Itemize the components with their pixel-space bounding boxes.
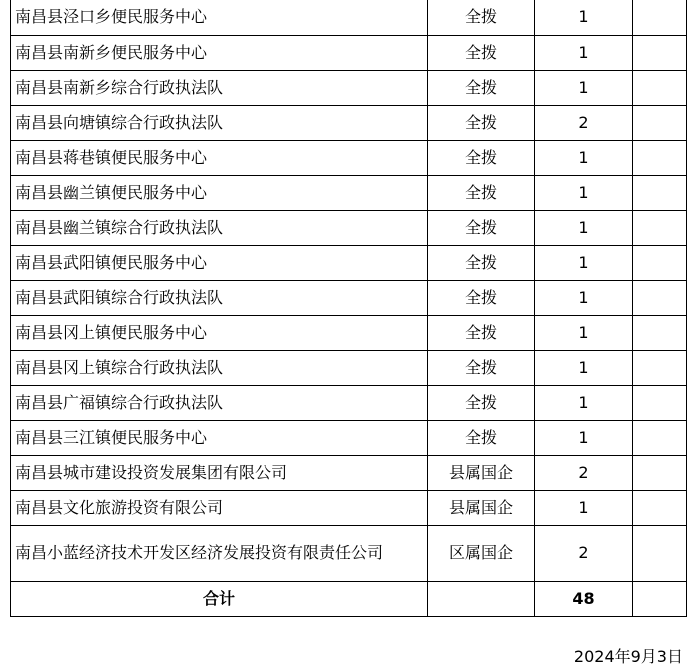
unit-name: 南昌县广福镇综合行政执法队: [11, 385, 428, 420]
funding-type: 全拨: [428, 420, 535, 455]
position-count: 1: [535, 385, 633, 420]
table-row: [11, 0, 687, 35]
remarks-cell: [633, 525, 687, 581]
table-row: [11, 385, 687, 420]
funding-type: 全拨: [428, 35, 535, 70]
remarks-cell: [633, 280, 687, 315]
position-count: 1: [535, 490, 633, 525]
position-count: 1: [535, 0, 633, 35]
table-row: [11, 490, 687, 525]
funding-type: 县属国企: [428, 455, 535, 490]
unit-name: 南昌县南新乡综合行政执法队: [11, 70, 428, 105]
unit-name: 南昌县武阳镇便民服务中心: [11, 245, 428, 280]
total-type-cell: [428, 581, 535, 616]
total-label: 合计: [11, 581, 428, 616]
funding-type: 区属国企: [428, 525, 535, 581]
table-row: [11, 525, 687, 581]
position-count: 1: [535, 350, 633, 385]
funding-type: 全拨: [428, 315, 535, 350]
table-body: [11, 0, 687, 616]
remarks-cell: [633, 350, 687, 385]
table-row: [11, 175, 687, 210]
table-row: [11, 420, 687, 455]
unit-name: 南昌县三江镇便民服务中心: [11, 420, 428, 455]
remarks-cell: [633, 0, 687, 35]
unit-name: 南昌县城市建设投资发展集团有限公司: [11, 455, 428, 490]
funding-type: 全拨: [428, 210, 535, 245]
remarks-cell: [633, 105, 687, 140]
funding-type: 全拨: [428, 140, 535, 175]
unit-name: 南昌县蒋巷镇便民服务中心: [11, 140, 428, 175]
unit-name: 南昌县幽兰镇便民服务中心: [11, 175, 428, 210]
table-row: [11, 350, 687, 385]
funding-type: 全拨: [428, 280, 535, 315]
table-row: [11, 70, 687, 105]
position-count: 1: [535, 420, 633, 455]
total-row: [11, 581, 687, 616]
funding-type: 全拨: [428, 175, 535, 210]
unit-name: 南昌县冈上镇便民服务中心: [11, 315, 428, 350]
remarks-cell: [633, 385, 687, 420]
funding-type: 全拨: [428, 350, 535, 385]
unit-name: 南昌县武阳镇综合行政执法队: [11, 280, 428, 315]
document-date: 2024年9月3日: [573, 647, 683, 666]
positions-table: [10, 0, 687, 617]
position-count: 2: [535, 525, 633, 581]
remarks-cell: [633, 210, 687, 245]
unit-name: 南昌县南新乡便民服务中心: [11, 35, 428, 70]
remarks-cell: [633, 140, 687, 175]
position-count: 1: [535, 280, 633, 315]
position-count: 1: [535, 315, 633, 350]
position-count: 1: [535, 210, 633, 245]
unit-name: 南昌小蓝经济技术开发区经济发展投资有限责任公司: [11, 525, 428, 581]
funding-type: 全拨: [428, 385, 535, 420]
position-count: 1: [535, 140, 633, 175]
table-row: [11, 245, 687, 280]
table-row: [11, 280, 687, 315]
table-row: [11, 105, 687, 140]
position-count: 1: [535, 245, 633, 280]
remarks-cell: [633, 70, 687, 105]
unit-name: 南昌县泾口乡便民服务中心: [11, 0, 428, 35]
remarks-cell: [633, 420, 687, 455]
funding-type: 全拨: [428, 245, 535, 280]
funding-type: 全拨: [428, 70, 535, 105]
remarks-cell: [633, 35, 687, 70]
table-row: [11, 35, 687, 70]
unit-name: 南昌县幽兰镇综合行政执法队: [11, 210, 428, 245]
total-remarks-cell: [633, 581, 687, 616]
remarks-cell: [633, 245, 687, 280]
funding-type: 县属国企: [428, 490, 535, 525]
position-count: 1: [535, 35, 633, 70]
position-count: 1: [535, 175, 633, 210]
funding-type: 全拨: [428, 0, 535, 35]
table-row: [11, 210, 687, 245]
position-count: 1: [535, 70, 633, 105]
unit-name: 南昌县文化旅游投资有限公司: [11, 490, 428, 525]
position-count: 2: [535, 455, 633, 490]
remarks-cell: [633, 455, 687, 490]
position-count: 2: [535, 105, 633, 140]
unit-name: 南昌县冈上镇综合行政执法队: [11, 350, 428, 385]
funding-type: 全拨: [428, 105, 535, 140]
table-row: [11, 315, 687, 350]
table-row: [11, 455, 687, 490]
unit-name: 南昌县向塘镇综合行政执法队: [11, 105, 428, 140]
remarks-cell: [633, 490, 687, 525]
remarks-cell: [633, 175, 687, 210]
total-count: 48: [535, 581, 633, 616]
remarks-cell: [633, 315, 687, 350]
table-row: [11, 140, 687, 175]
